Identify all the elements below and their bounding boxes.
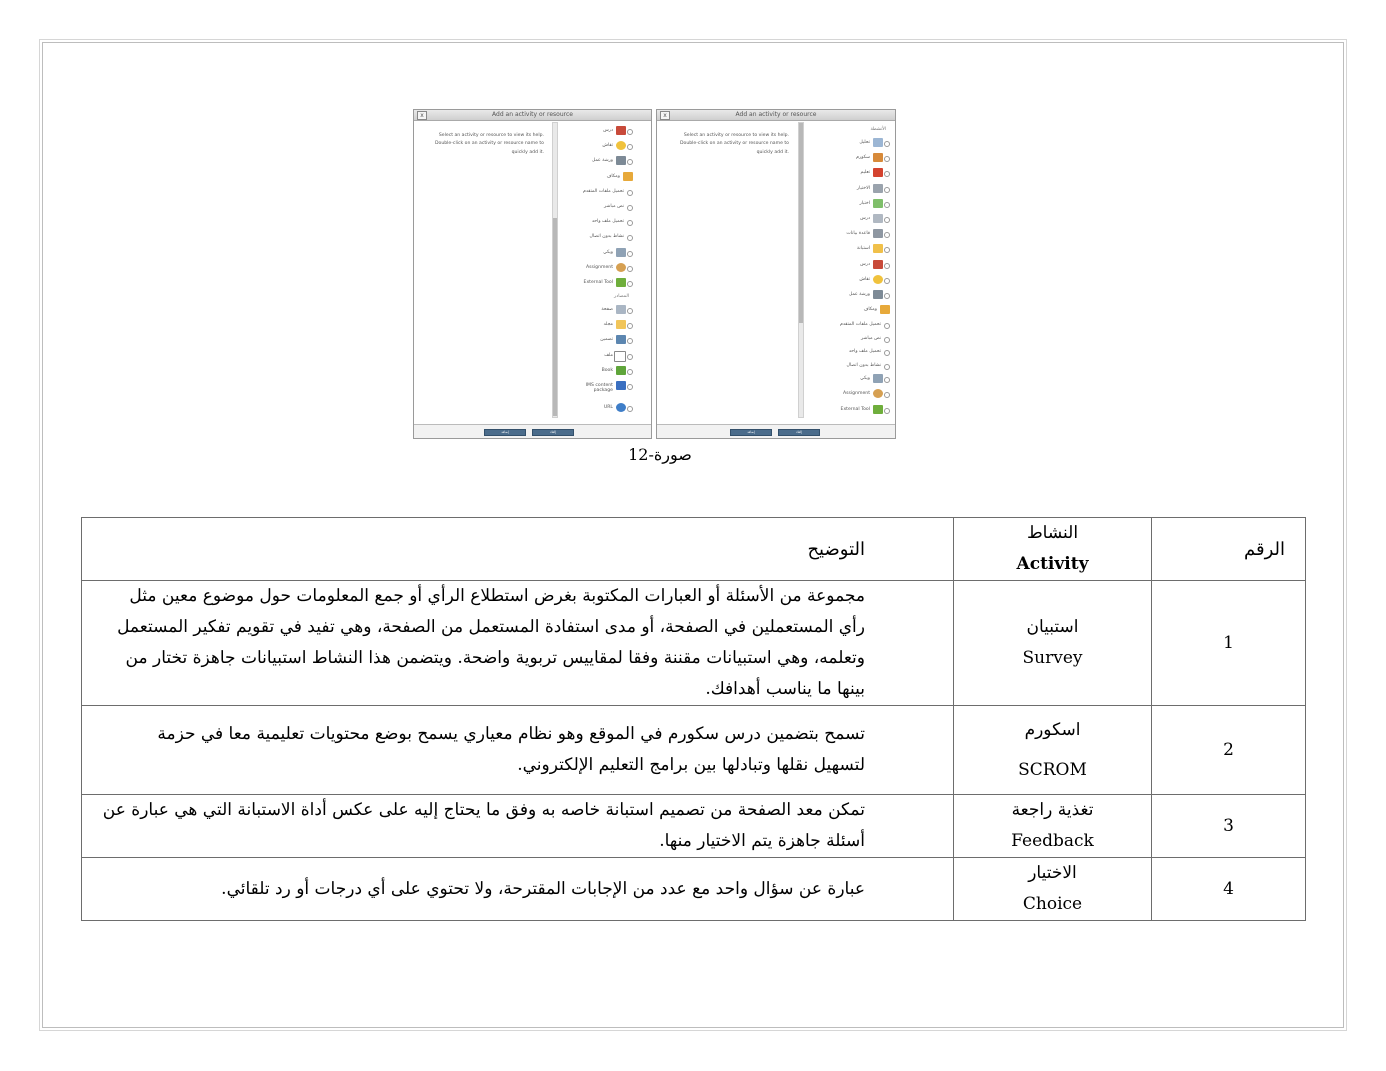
radio-button[interactable] — [884, 141, 890, 147]
list-item[interactable]: درس — [557, 124, 635, 139]
radio-button[interactable] — [884, 156, 890, 162]
globe-icon — [616, 403, 626, 412]
choice-icon — [873, 184, 883, 193]
add-button[interactable]: إضافة — [730, 429, 772, 436]
table-header-row — [82, 518, 1306, 581]
radio-button[interactable] — [884, 323, 890, 329]
radio-button[interactable] — [627, 354, 633, 360]
wiki-icon — [616, 248, 626, 257]
list-item[interactable]: ملف — [557, 349, 635, 364]
row-number: 2 — [1152, 706, 1306, 795]
puzzle-icon — [616, 278, 626, 287]
radio-button[interactable] — [884, 337, 890, 343]
row-activity: تغذية راجعة Feedback — [954, 795, 1152, 858]
list-item[interactable]: سكورم — [814, 151, 892, 166]
section-heading: المصادر — [614, 294, 629, 300]
list-item[interactable]: تحليل — [814, 136, 892, 151]
forum-icon — [873, 275, 883, 284]
list-item[interactable]: تحميل ملف واحد — [814, 345, 892, 359]
radio-button[interactable] — [884, 293, 890, 299]
header-activity: النشاط Activity — [954, 518, 1152, 581]
lesson-icon — [873, 260, 883, 269]
row-number: 1 — [1152, 581, 1306, 706]
row-description: عبارة عن سؤال واحد مع عدد من الإجابات المقترحة، ولا تحتوي على أي درجات أو رد تلقائي. — [82, 858, 954, 921]
list-item[interactable]: Book — [557, 364, 635, 379]
radio-button[interactable] — [627, 190, 633, 196]
folder-icon — [616, 320, 626, 329]
dialog-titlebar — [414, 110, 651, 121]
radio-button[interactable] — [627, 129, 633, 135]
list-item[interactable]: تضمين — [557, 333, 635, 348]
wiki-icon — [623, 172, 633, 181]
list-item[interactable]: IMS content package — [557, 379, 635, 401]
list-item[interactable]: External Tool — [557, 276, 635, 291]
list-item[interactable]: درس — [814, 258, 892, 273]
activity-list — [814, 124, 892, 418]
radio-button[interactable] — [627, 384, 633, 390]
database-icon — [873, 229, 883, 238]
radio-button[interactable] — [627, 251, 633, 257]
forum-icon — [616, 141, 626, 150]
list-item[interactable]: ويكي — [557, 246, 635, 261]
chat-icon — [873, 138, 883, 147]
list-item[interactable]: تقاش — [557, 139, 635, 154]
row-description: مجموعة من الأسئلة أو العبارات المكتوبة بغرض استطلاع الرأي أو جمع المعلومات حول موضوع معين مثل رأي المستعملين في الصفحة، أو مدى استفادة المستعمل من الصفحة، وهي تفيد في تقويم تفكير المستعمل وتعلمه، وهي استبيانات مقننة وفقا لمقاييس تربوية واضحة. ويتضمن هذا النشاط استبيانات جاهزة تختار من بينها ما يناسب أهدافك. — [82, 581, 954, 706]
activities-table — [81, 517, 1306, 921]
list-item[interactable]: ورشة عمل — [814, 288, 892, 303]
scorm-icon — [873, 153, 883, 162]
cancel-button[interactable]: إلغاء — [778, 429, 820, 436]
radio-button[interactable] — [884, 278, 890, 284]
book-icon — [616, 366, 626, 375]
radio-button[interactable] — [884, 202, 890, 208]
lesson-icon — [616, 126, 626, 135]
row-activity: اسكورم SCROM — [954, 706, 1152, 795]
list-item[interactable]: تحميل ملفات المتقدم — [814, 318, 892, 332]
radio-button[interactable] — [627, 406, 633, 412]
list-item[interactable]: درس — [814, 212, 892, 227]
cancel-button[interactable]: إلغاء — [532, 429, 574, 436]
dialog-footer — [657, 424, 895, 438]
row-description: تمكن معد الصفحة من تصميم استبانة خاصه به وفق ما يحتاج إليه على عكس أداة الاستبانة التي هي عبارة عن أسئلة جاهزة يتم الاختيار منها. — [82, 795, 954, 858]
figure-caption: صورة-12 — [628, 445, 692, 464]
radio-button[interactable] — [884, 364, 890, 370]
radio-button[interactable] — [884, 217, 890, 223]
list-item[interactable]: Assignment — [557, 261, 635, 276]
list-item[interactable]: ورشة عمل — [557, 154, 635, 169]
file-icon — [614, 351, 626, 362]
row-description: تسمح بتضمين درس سكورم في الموقع وهو نظام معياري يسمح بوضع محتويات تعليمية معا في حزمة لتسهيل نقلها وتبادلها بين برامج التعليم الإلكتروني. — [82, 706, 954, 795]
list-item[interactable]: اختبار — [814, 197, 892, 212]
radio-button[interactable] — [627, 323, 633, 329]
list-item[interactable]: تحميل ملفات المتقدم — [557, 185, 635, 200]
dialog-titlebar — [657, 110, 895, 121]
radio-button[interactable] — [884, 263, 890, 269]
embed-icon — [616, 335, 626, 344]
list-item[interactable]: نشاط بدون اتصال — [814, 359, 892, 373]
radio-button[interactable] — [627, 308, 633, 314]
table-row — [82, 858, 1306, 921]
help-text: Select an activity or resource to view its help. Double-click on an activity or resource name to quickly add it. — [679, 133, 789, 155]
radio-button[interactable] — [627, 235, 633, 241]
list-item[interactable]: نص مباشر — [557, 200, 635, 215]
list-item[interactable]: استبانة — [814, 242, 892, 257]
radio-button[interactable] — [627, 144, 633, 150]
list-item[interactable]: نص مباشر — [814, 332, 892, 346]
chooser-dialog-right — [656, 109, 896, 439]
radio-button[interactable] — [884, 377, 890, 383]
list-item[interactable]: ومكاف — [814, 303, 892, 318]
list-item[interactable]: External Tool — [814, 403, 892, 418]
table-row — [82, 795, 1306, 858]
list-item[interactable]: تعليم — [814, 166, 892, 181]
header-description: التوضيح — [82, 518, 954, 581]
row-number: 3 — [1152, 795, 1306, 858]
scrollbar[interactable] — [798, 122, 804, 418]
lesson-icon — [873, 214, 883, 223]
table-row — [82, 581, 1306, 706]
radio-button[interactable] — [884, 350, 890, 356]
help-text: Select an activity or resource to view its help. Double-click on an activity or resource name to quickly add it. — [434, 133, 544, 155]
list-item[interactable]: تقاش — [814, 273, 892, 288]
list-item[interactable]: مجلد — [557, 318, 635, 333]
row-activity: الاختيار Choice — [954, 858, 1152, 921]
wiki-icon — [873, 374, 883, 383]
chooser-dialog-left — [413, 109, 652, 439]
activity-chooser-figure — [413, 109, 896, 439]
page-icon — [616, 305, 626, 314]
survey-icon — [873, 244, 883, 253]
workshop-icon — [616, 156, 626, 165]
row-activity: استبيان Survey — [954, 581, 1152, 706]
radio-button[interactable] — [627, 369, 633, 375]
list-item[interactable]: نشاط بدون اتصال — [557, 230, 635, 245]
activity-list — [557, 124, 635, 416]
dialog-title: Add an activity or resource — [492, 111, 573, 118]
list-item[interactable]: تحميل ملف واحد — [557, 215, 635, 230]
table-row — [82, 706, 1306, 795]
quiz-icon — [873, 199, 883, 208]
list-item[interactable]: URL — [557, 401, 635, 416]
radio-button[interactable] — [884, 232, 890, 238]
radio-button[interactable] — [627, 338, 633, 344]
radio-button[interactable] — [627, 281, 633, 287]
assignment-icon — [873, 389, 883, 398]
add-button[interactable]: إضافة — [484, 429, 526, 436]
radio-button[interactable] — [884, 408, 890, 414]
list-item[interactable]: الاختيار — [814, 182, 892, 197]
radio-button[interactable] — [627, 205, 633, 211]
radio-button[interactable] — [884, 187, 890, 193]
close-icon[interactable]: x — [417, 111, 427, 120]
assignment-icon — [616, 263, 626, 272]
puzzle-icon — [873, 405, 883, 414]
header-number: الرقم — [1152, 518, 1306, 581]
list-item[interactable]: Assignment — [814, 387, 892, 402]
radio-button[interactable] — [884, 171, 890, 177]
package-icon — [616, 381, 626, 390]
row-number: 4 — [1152, 858, 1306, 921]
list-item[interactable]: ومكاف — [557, 170, 635, 185]
dialog-title: Add an activity or resource — [735, 111, 817, 118]
radio-button[interactable] — [627, 159, 633, 165]
feedback-icon — [873, 168, 883, 177]
list-item[interactable]: قاعدة بيانات — [814, 227, 892, 242]
close-icon[interactable]: x — [660, 111, 670, 120]
dialog-footer — [414, 424, 651, 438]
list-item[interactable]: ويكي — [814, 372, 892, 387]
wiki-icon — [880, 305, 890, 314]
workshop-icon — [873, 290, 883, 299]
radio-button[interactable] — [884, 392, 890, 398]
list-item[interactable]: صفحة — [557, 303, 635, 318]
section-heading: الأنشطة — [870, 127, 886, 132]
scrollbar-thumb[interactable] — [799, 123, 803, 323]
radio-button[interactable] — [627, 266, 633, 272]
radio-button[interactable] — [627, 220, 633, 226]
radio-button[interactable] — [884, 247, 890, 253]
